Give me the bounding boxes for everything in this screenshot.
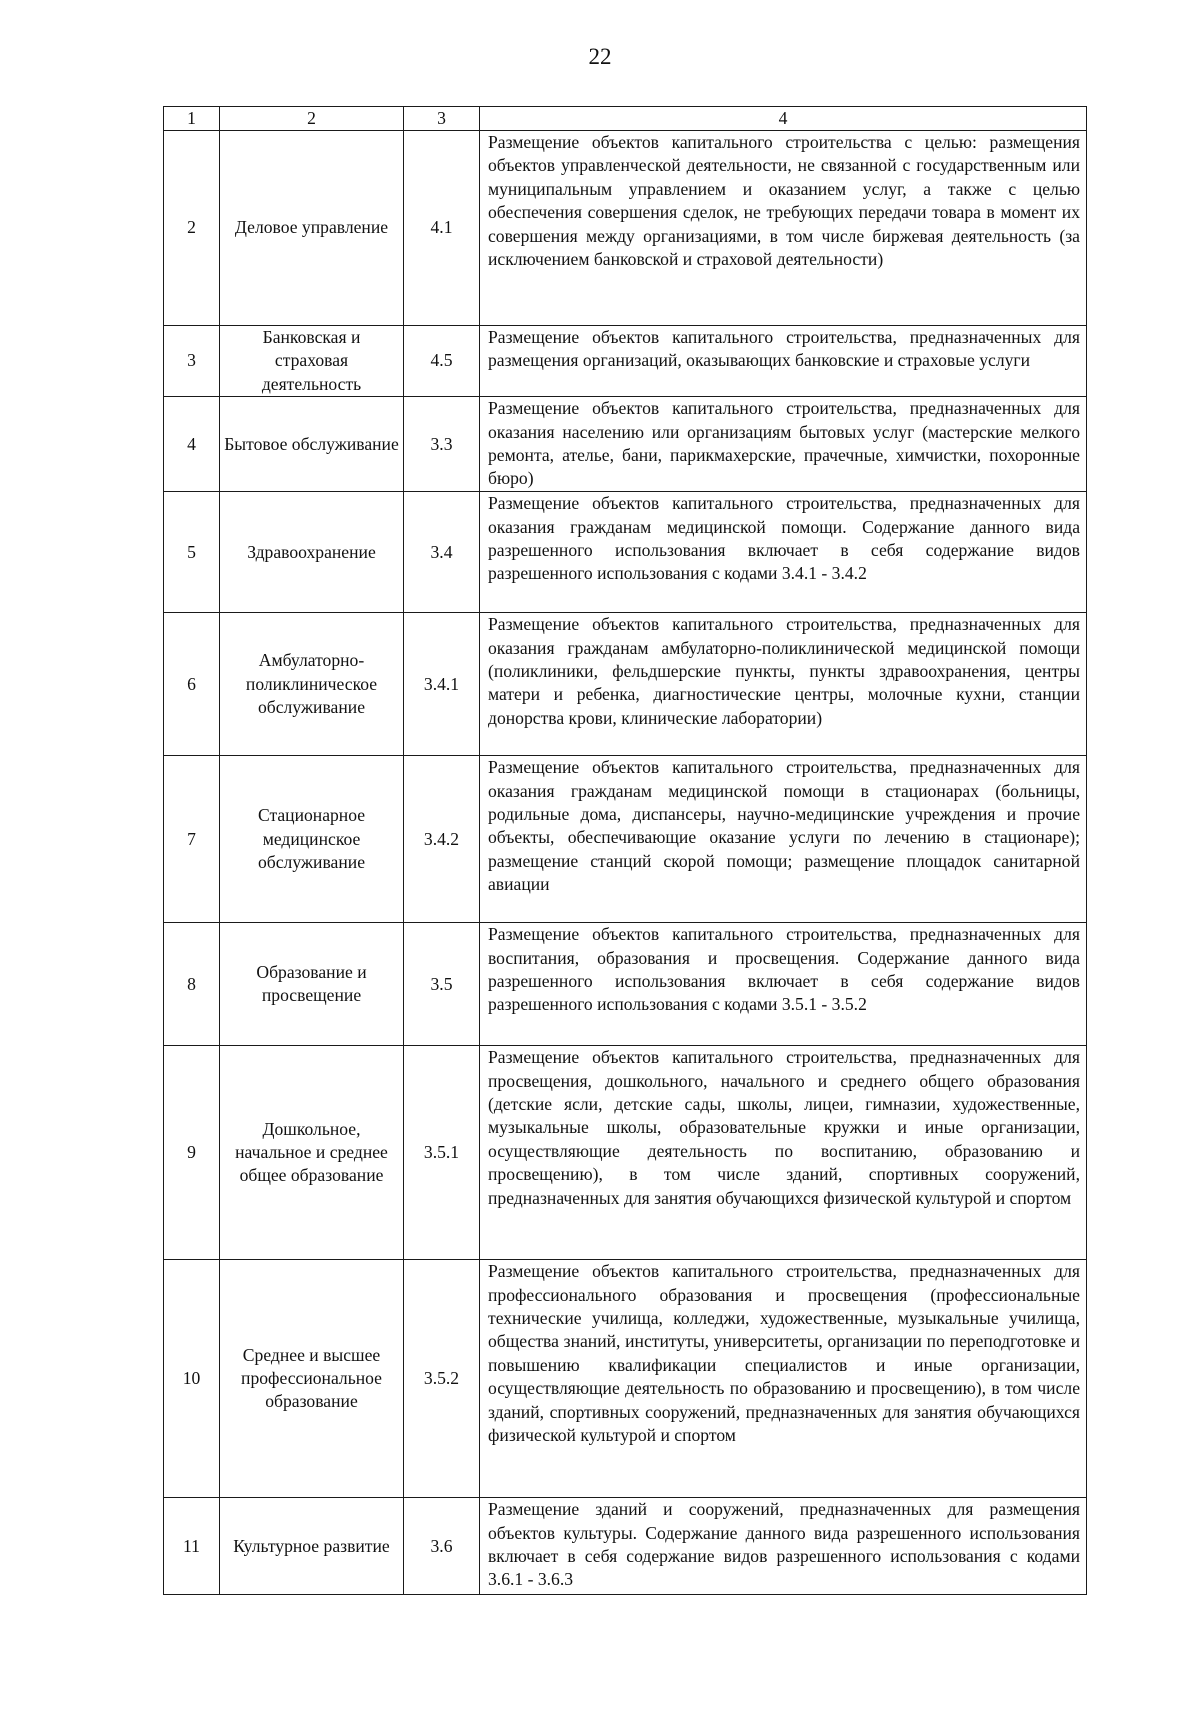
row-number: 2 — [164, 131, 220, 326]
use-type-name: Здравоохранение — [220, 492, 404, 613]
use-type-description: Размещение зданий и сооружений, предназначенных для размещения объектов культуры. Содержание данного вида разрешенного использования включает в себя содержание видов разрешенного использования с кодами 3.6.1 - 3.6.3 — [480, 1498, 1087, 1595]
use-type-description: Размещение объектов капитального строительства, предназначенных для размещения организаций, оказывающих банковские и страховые услуги — [480, 326, 1087, 397]
use-type-description: Размещение объектов капитального строительства, предназначенных для воспитания, образования и просвещения. Содержание данного вида разрешенного использования включает в себя содержание видов разрешенного использования с кодами 3.5.1 - 3.5.2 — [480, 923, 1087, 1046]
table-row — [164, 1046, 1087, 1260]
use-type-name: Образование и просвещение — [220, 923, 404, 1046]
use-type-code: 3.4 — [404, 492, 480, 613]
use-type-description: Размещение объектов капитального строительства, предназначенных для профессионального образования и просвещения (профессиональные технические училища, колледжи, художественные, музыкальные училища, общества знаний, институты, университеты, организации по переподготовке и повышению квалификации специалистов и иные организации, осуществляющие деятельность по образованию и просвещению), в том числе зданий, спортивных сооружений, предназначенных для занятия обучающихся физической культурой и спортом — [480, 1260, 1087, 1498]
use-type-code: 4.5 — [404, 326, 480, 397]
row-number: 10 — [164, 1260, 220, 1498]
row-number: 11 — [164, 1498, 220, 1595]
row-number: 6 — [164, 613, 220, 756]
column-number-2: 2 — [220, 107, 404, 131]
use-type-code: 3.5.2 — [404, 1260, 480, 1498]
use-type-description: Размещение объектов капитального строительства, предназначенных для просвещения, дошкольного, начального и среднего общего образования (детские ясли, детские сады, школы, лицеи, гимназии, художественные, музыкальные школы, образовательные кружки и иные организации, осуществляющие деятельность по воспитанию, образованию и просвещению), в том числе зданий, спортивных сооружений, предназначенных для занятия обучающихся физической культурой и спортом — [480, 1046, 1087, 1260]
use-type-code: 3.6 — [404, 1498, 480, 1595]
use-type-code: 3.5 — [404, 923, 480, 1046]
row-number: 4 — [164, 397, 220, 492]
use-type-code: 3.3 — [404, 397, 480, 492]
row-number: 7 — [164, 756, 220, 923]
table-row — [164, 326, 1087, 397]
use-type-name: Банковская и страховая деятельность — [220, 326, 404, 397]
use-type-description: Размещение объектов капитального строительства, предназначенных для оказания населению или организациям бытовых услуг (мастерские мелкого ремонта, ателье, бани, парикмахерские, прачечные, химчистки, похоронные бюро) — [480, 397, 1087, 492]
use-type-code: 4.1 — [404, 131, 480, 326]
use-type-description: Размещение объектов капитального строительства, предназначенных для оказания гражданам амбулаторно-поликлинической медицинской помощи (поликлиники, фельдшерские пункты, пункты здравоохранения, центры матери и ребенка, диагностические центры, молочные кухни, станции донорства крови, клинические лаборатории) — [480, 613, 1087, 756]
column-number-4: 4 — [480, 107, 1087, 131]
row-number: 3 — [164, 326, 220, 397]
land-use-table — [163, 106, 1087, 1595]
use-type-description: Размещение объектов капитального строительства, предназначенных для оказания гражданам медицинской помощи в стационарах (больницы, родильные дома, диспансеры, научно-медицинские учреждения и прочие объекты, обеспечивающие оказание услуги по лечению в стационаре); размещение станций скорой помощи; размещение площадок санитарной авиации — [480, 756, 1087, 923]
use-type-code: 3.5.1 — [404, 1046, 480, 1260]
use-type-name: Культурное развитие — [220, 1498, 404, 1595]
row-number: 5 — [164, 492, 220, 613]
row-number: 9 — [164, 1046, 220, 1260]
table-row — [164, 1260, 1087, 1498]
use-type-code: 3.4.1 — [404, 613, 480, 756]
use-type-name: Деловое управление — [220, 131, 404, 326]
use-type-name: Среднее и высшее профессиональное образование — [220, 1260, 404, 1498]
table-row — [164, 1498, 1087, 1595]
use-type-name: Бытовое обслуживание — [220, 397, 404, 492]
table-row — [164, 756, 1087, 923]
use-type-description: Размещение объектов капитального строительства с целью: размещения объектов управленческой деятельности, не связанной с государственным или муниципальным управлением и оказанием услуг, а также с целью обеспечения совершения сделок, не требующих передачи товара в момент их совершения между организациями, в том числе биржевая деятельность (за исключением банковской и страховой деятельности) — [480, 131, 1087, 326]
use-type-description: Размещение объектов капитального строительства, предназначенных для оказания гражданам медицинской помощи. Содержание данного вида разрешенного использования включает в себя содержание видов разрешенного использования с кодами 3.4.1 - 3.4.2 — [480, 492, 1087, 613]
table-row — [164, 492, 1087, 613]
use-type-code: 3.4.2 — [404, 756, 480, 923]
table-row — [164, 613, 1087, 756]
table-row — [164, 923, 1087, 1046]
column-number-row — [164, 107, 1087, 131]
row-number: 8 — [164, 923, 220, 1046]
column-number-1: 1 — [164, 107, 220, 131]
use-type-name: Стационарное медицинское обслуживание — [220, 756, 404, 923]
use-type-name: Дошкольное, начальное и среднее общее образование — [220, 1046, 404, 1260]
column-number-3: 3 — [404, 107, 480, 131]
table-row — [164, 397, 1087, 492]
use-type-name: Амбулаторно-поликлиническое обслуживание — [220, 613, 404, 756]
page-number: 22 — [588, 44, 612, 69]
table-row — [164, 131, 1087, 326]
